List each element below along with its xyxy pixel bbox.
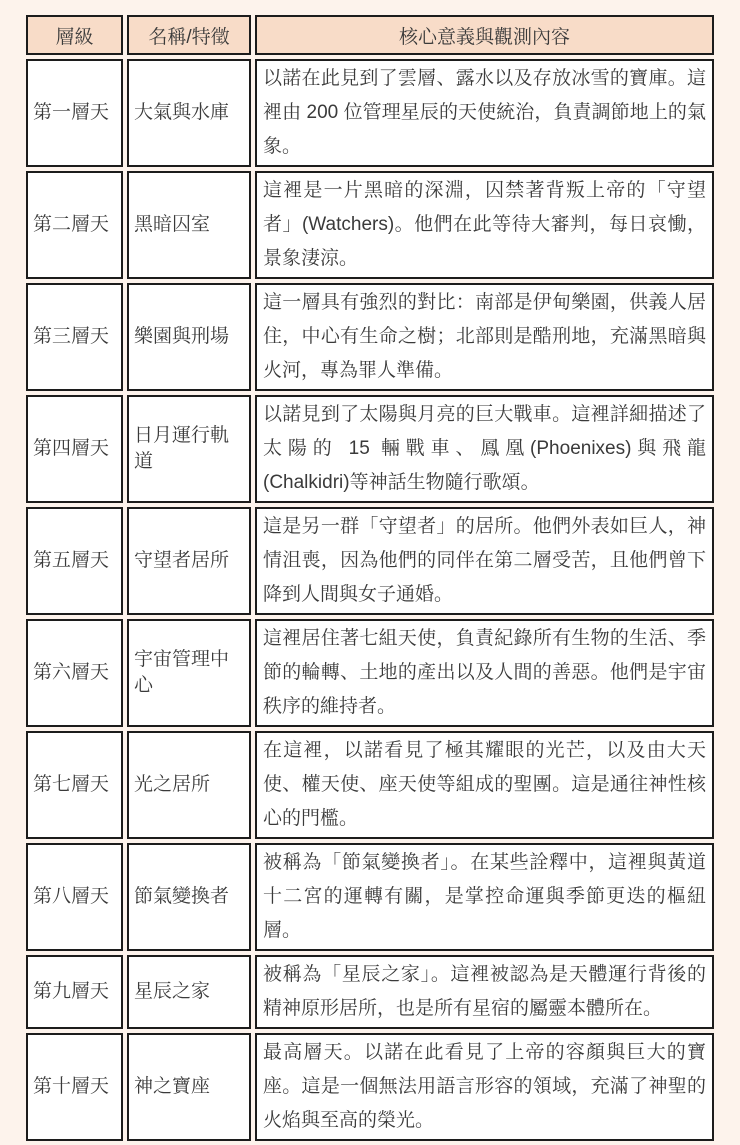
description-cell: 以諾見到了太陽與月亮的巨大戰車。這裡詳細描述了太陽的 15 輛戰車、鳳凰(Phoenixes)與飛龍(Chalkidri)等神話生物隨行歌頌。 bbox=[255, 395, 714, 503]
name-cell: 節氣變換者 bbox=[127, 843, 251, 951]
description-cell: 被稱為「節氣變換者」。在某些詮釋中，這裡與黃道十二宮的運轉有關，是掌控命運與季節更迭的樞紐層。 bbox=[255, 843, 714, 951]
level-cell: 第三層天 bbox=[26, 283, 123, 391]
level-cell: 第六層天 bbox=[26, 619, 123, 727]
table-row bbox=[26, 395, 714, 503]
table-row bbox=[26, 955, 714, 1029]
description-cell: 這是另一群「守望者」的居所。他們外表如巨人，神情沮喪，因為他們的同伴在第二層受苦，且他們曾下降到人間與女子通婚。 bbox=[255, 507, 714, 615]
description-cell: 這一層具有強烈的對比：南部是伊甸樂園，供義人居住，中心有生命之樹；北部則是酷刑地，充滿黑暗與火河，專為罪人準備。 bbox=[255, 283, 714, 391]
level-cell: 第一層天 bbox=[26, 59, 123, 167]
table-row bbox=[26, 171, 714, 279]
column-header-level: 層級 bbox=[26, 15, 123, 55]
table-row bbox=[26, 619, 714, 727]
name-cell: 日月運行軌道 bbox=[127, 395, 251, 503]
level-cell: 第二層天 bbox=[26, 171, 123, 279]
level-cell: 第五層天 bbox=[26, 507, 123, 615]
level-cell: 第四層天 bbox=[26, 395, 123, 503]
table-row bbox=[26, 1033, 714, 1141]
name-cell: 宇宙管理中心 bbox=[127, 619, 251, 727]
name-cell: 光之居所 bbox=[127, 731, 251, 839]
description-cell: 這裡是一片黑暗的深淵，囚禁著背叛上帝的「守望者」(Watchers)。他們在此等待大審判，每日哀慟，景象淒涼。 bbox=[255, 171, 714, 279]
description-cell: 被稱為「星辰之家」。這裡被認為是天體運行背後的精神原形居所，也是所有星宿的屬靈本體所在。 bbox=[255, 955, 714, 1029]
name-cell: 黑暗囚室 bbox=[127, 171, 251, 279]
table-body bbox=[26, 59, 714, 1141]
description-cell: 以諾在此見到了雲層、露水以及存放冰雪的寶庫。這裡由 200 位管理星辰的天使統治，負責調節地上的氣象。 bbox=[255, 59, 714, 167]
name-cell: 星辰之家 bbox=[127, 955, 251, 1029]
description-cell: 最高層天。以諾在此看見了上帝的容顏與巨大的寶座。這是一個無法用語言形容的領域，充滿了神聖的火焰與至高的榮光。 bbox=[255, 1033, 714, 1141]
column-header-name: 名稱/特徵 bbox=[127, 15, 251, 55]
table-row bbox=[26, 731, 714, 839]
description-cell: 這裡居住著七組天使，負責紀錄所有生物的生活、季節的輪轉、土地的產出以及人間的善惡。他們是宇宙秩序的維持者。 bbox=[255, 619, 714, 727]
level-cell: 第七層天 bbox=[26, 731, 123, 839]
level-cell: 第九層天 bbox=[26, 955, 123, 1029]
description-cell: 在這裡，以諾看見了極其耀眼的光芒，以及由大天使、權天使、座天使等組成的聖團。這是通往神性核心的門檻。 bbox=[255, 731, 714, 839]
table-row bbox=[26, 283, 714, 391]
level-cell: 第八層天 bbox=[26, 843, 123, 951]
name-cell: 大氣與水庫 bbox=[127, 59, 251, 167]
level-cell: 第十層天 bbox=[26, 1033, 123, 1141]
heaven-levels-table bbox=[22, 11, 718, 1145]
table-header-row bbox=[26, 15, 714, 55]
table-row bbox=[26, 843, 714, 951]
name-cell: 守望者居所 bbox=[127, 507, 251, 615]
column-header-description: 核心意義與觀測內容 bbox=[255, 15, 714, 55]
name-cell: 樂園與刑場 bbox=[127, 283, 251, 391]
name-cell: 神之寶座 bbox=[127, 1033, 251, 1141]
table-row bbox=[26, 59, 714, 167]
table-row bbox=[26, 507, 714, 615]
